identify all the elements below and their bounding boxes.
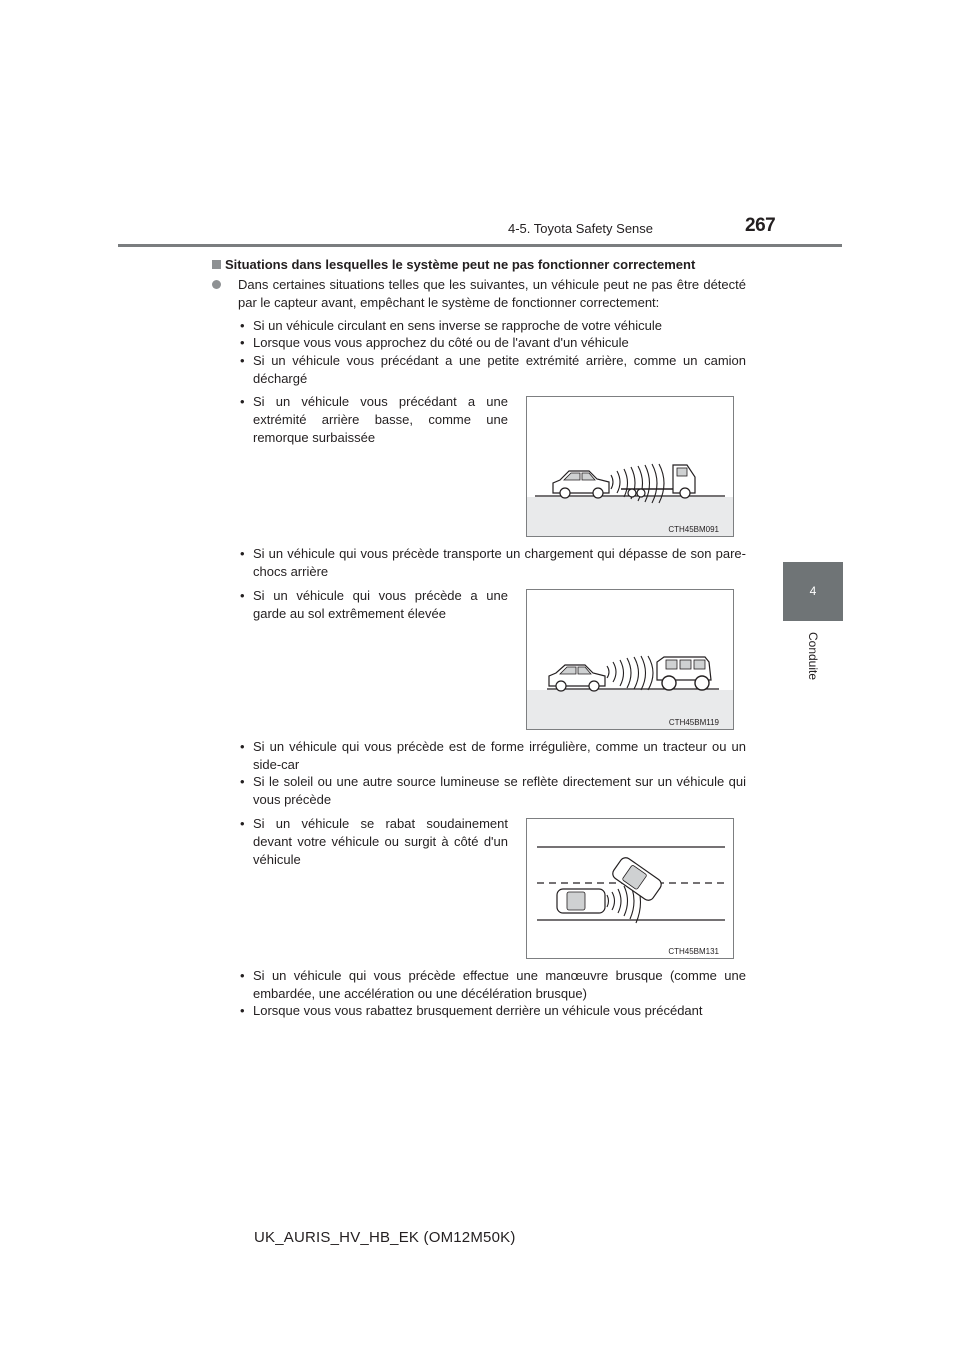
cut-in-vehicle-icon bbox=[527, 819, 733, 958]
list-item-text: Si un véhicule se rabat soudainement devant votre véhicule ou surgit à côté d'un véhicule bbox=[253, 816, 508, 867]
section-label: 4-5. Toyota Safety Sense bbox=[508, 221, 654, 236]
bullet-marker: • bbox=[240, 335, 245, 350]
bullet-marker: • bbox=[240, 1003, 245, 1018]
document-footer: UK_AURIS_HV_HB_EK (OM12M50K) bbox=[254, 1229, 516, 1246]
list-item bbox=[240, 352, 746, 388]
bullet-marker: • bbox=[240, 546, 245, 561]
list-item bbox=[240, 545, 746, 581]
list-item bbox=[240, 815, 508, 869]
list-item bbox=[240, 334, 746, 352]
bullet-marker: • bbox=[240, 774, 245, 789]
bullet-marker: • bbox=[240, 394, 245, 409]
figure-code: CTH45BM131 bbox=[668, 947, 719, 956]
section-heading bbox=[212, 256, 752, 274]
figure-code: CTH45BM091 bbox=[668, 525, 719, 534]
circle-bullet-icon bbox=[212, 280, 221, 289]
list-item bbox=[240, 317, 746, 335]
bullet-marker: • bbox=[240, 318, 245, 333]
list-item bbox=[240, 393, 508, 447]
chapter-tab bbox=[783, 562, 843, 621]
bullet-marker: • bbox=[240, 968, 245, 983]
figure-low-trailer bbox=[526, 396, 734, 537]
bullet-marker: • bbox=[240, 588, 245, 603]
intro-text: Dans certaines situations telles que les suivantes, un véhicule peut ne pas être détecté par le capteur avant, empêchant le système de fonctionner correctement: bbox=[238, 277, 746, 310]
list-item-text: Si un véhicule circulant en sens inverse se rapproche de votre véhicule bbox=[253, 318, 663, 333]
bullet-marker: • bbox=[240, 353, 245, 368]
bullet-marker: • bbox=[240, 739, 245, 754]
list-item bbox=[240, 738, 746, 774]
figure-high-clearance bbox=[526, 589, 734, 730]
list-item bbox=[240, 1002, 746, 1020]
chapter-label bbox=[784, 626, 842, 686]
bullet-marker: • bbox=[240, 816, 245, 831]
heading-text: Situations dans lesquelles le système peut ne pas fonctionner correctement bbox=[225, 257, 696, 272]
list-item-text: Si un véhicule qui vous précède a une garde au sol extrêmement élevée bbox=[253, 588, 508, 621]
list-item-text: Si un véhicule qui vous précède transporte un chargement qui dépasse de son pare-chocs arrière bbox=[253, 546, 746, 579]
list-item-text: Si un véhicule qui vous précède effectue une manœuvre brusque (comme une embardée, une accélération ou une décélération brusque) bbox=[253, 968, 746, 1001]
page-number: 267 bbox=[745, 215, 776, 236]
list-item-text: Si un véhicule vous précédant a une petite extrémité arrière, comme un camion déchargé bbox=[253, 353, 746, 386]
list-item bbox=[240, 773, 746, 809]
header-divider bbox=[118, 244, 842, 247]
list-item-text: Lorsque vous vous approchez du côté ou de l'avant d'un véhicule bbox=[253, 335, 629, 350]
list-item-text: Lorsque vous vous rabattez brusquement derrière un véhicule vous précédant bbox=[253, 1003, 703, 1018]
list-item bbox=[240, 967, 746, 1003]
figure-code: CTH45BM119 bbox=[668, 718, 719, 727]
chapter-title: Conduite bbox=[805, 631, 820, 681]
figure-cut-in bbox=[526, 818, 734, 959]
low-trailer-truck-icon bbox=[527, 397, 733, 536]
list-item-text: Si le soleil ou une autre source lumineuse se reflète directement sur un véhicule qui vous précède bbox=[253, 774, 746, 807]
high-clearance-suv-icon bbox=[527, 590, 733, 729]
chapter-number: 4 bbox=[809, 584, 817, 598]
intro-paragraph bbox=[212, 276, 746, 312]
list-item-text: Si un véhicule vous précédant a une extrémité arrière basse, comme une remorque surbaissée bbox=[253, 394, 508, 445]
square-bullet-icon bbox=[212, 260, 221, 269]
list-item bbox=[240, 587, 508, 623]
list-item-text: Si un véhicule qui vous précède est de forme irrégulière, comme un tracteur ou un side-car bbox=[253, 739, 746, 772]
